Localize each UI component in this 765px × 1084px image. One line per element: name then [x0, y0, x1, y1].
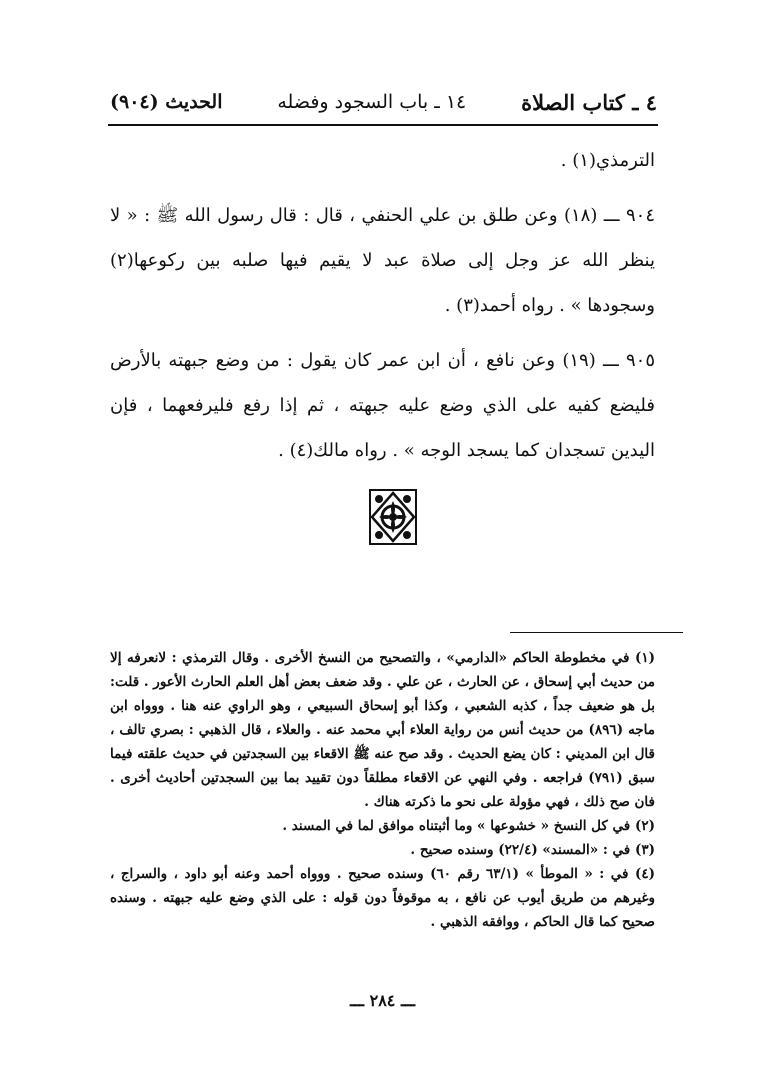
carry-over-line: الترمذي(١) . [560, 150, 655, 171]
footnote-4: (٤) في : « الموطأ » (٦٣/١ رقم ٦٠) وسنده صحيح . ووواه أحمد وعنه أبو داود ، والسراج ، وغيرهم من طريق أيوب عن نافع ، به موقوفاً دون قوله : على الذي وضع عليه جبهته . وسنده صحيح كما قال الحاكم ، ووافقه الذهبي . [110, 866, 656, 930]
main-text [110, 138, 655, 473]
book-title: ٤ ـ كتاب الصلاة [521, 89, 657, 115]
chapter-title: ١٤ ـ باب السجود وفضله [277, 91, 467, 113]
hadith-904: ٩٠٤ ـــ (١٨) وعن طلق بن علي الحنفي ، قال : قال رسول الله ﷺ : « لا ينظر الله عز وجل إلى صلاة عبد لا يقيم فيها صلبه بين ركوعها(٢) وسجودها » . رواه أحمد(٣) . [110, 205, 655, 316]
ornament-icon [367, 487, 419, 547]
footnote-2: (٢) في كل النسخ « خشوعها » وما أثبتناه موافق لما في المسند . [282, 818, 655, 834]
footnote-1: (١) في مخطوطة الحاكم «الدارمي» ، والتصحيح من النسخ الأخرى . وقال الترمذي : لانعرفه إلا من حديث أبي إسحاق ، عن الحارث ، عن علي . وقد ضعف بعض أهل العلم الحارث الأعور . قلت: بل هو ضعيف جداً ، كذبه الشعبي ، وكذا أبو إسحاق السبيعي ، وهو الراوي عنه هنا . ووواه ابن ماجه (٨٩٦) من حديث أنس من رواية العلاء أبي محمد عنه . والعلاء ، قال الذهبي : بصري تالف ، قال ابن المديني : كان يضع الحديث . وقد صح عنه ﷺ الاقعاء بين السجدتين في حديث علقته فيما سبق (٧٩١) فراجعه . وفي النهي عن الاقعاء مطلقاً دون تقييد بما بين السجدتين أحاديث أخرى . فان صح ذلك ، فهي مؤولة على نحو ما ذكرته هناك . [110, 650, 655, 810]
hadith-range: الحديث (٩٠٤) [110, 91, 223, 113]
running-header [110, 86, 657, 118]
header-divider [108, 124, 658, 126]
footnote-3: (٣) في : «المسند» (٢٢/٤) وسنده صحيح . [410, 842, 655, 858]
hadith-905: ٩٠٥ ـــ (١٩) وعن نافع ، أن ابن عمر كان يقول : من وضع جبهته بالأرض فليضع كفيه على الذي وضع عليه جبهته ، ثم إذا رفع فليرفعهما ، فإن اليدين تسجدان كما يسجد الوجه » . رواه مالك(٤) . [110, 350, 655, 461]
footnote-divider [510, 632, 683, 633]
footnotes [110, 646, 655, 934]
page-number: ـــ ٢٨٤ ـــ [349, 991, 416, 1010]
